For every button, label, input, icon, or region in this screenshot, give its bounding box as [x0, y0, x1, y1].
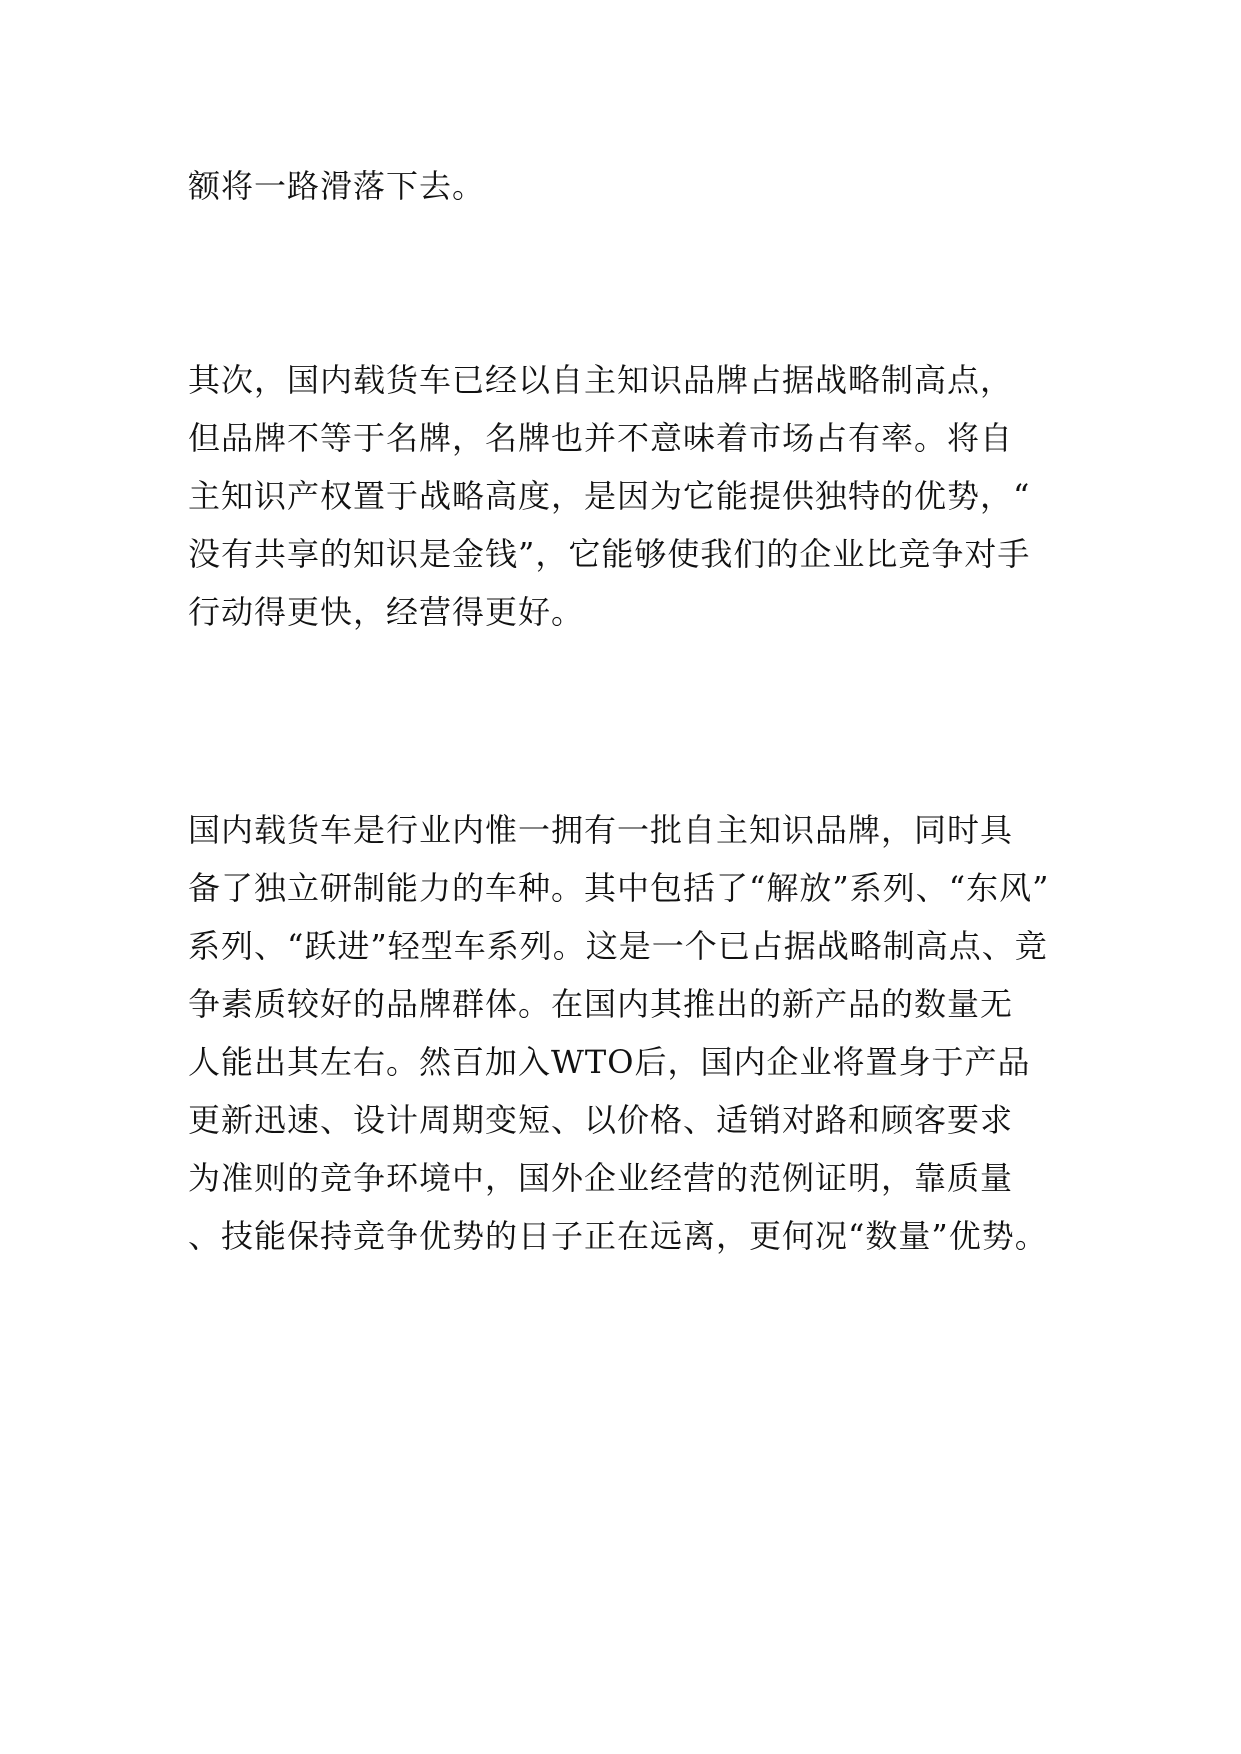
text-line: 系列、“跃进”轻型车系列。这是一个已占据战略制高点、竞: [188, 927, 1048, 965]
text-line: 没有共享的知识是金钱”，它能够使我们的企业比竞争对手: [188, 535, 1031, 573]
text-line: 、技能保持竞争优势的日子正在远离，更何况“数量”优势。: [188, 1217, 1048, 1255]
text-line: 额将一路滑落下去。: [188, 167, 486, 205]
text-line: 为准则的竞争环境中，国外企业经营的范例证明，靠质量: [188, 1159, 1014, 1197]
paragraph-3: [188, 801, 1088, 1265]
text-line: 其次，国内载货车已经以自主知识品牌占据战略制高点，: [188, 361, 1014, 399]
text-line: 行动得更快，经营得更好。: [188, 593, 585, 631]
text-line: 人能出其左右。然百加入WTO后，国内企业将置身于产品: [188, 1043, 1031, 1081]
text-line: 但品牌不等于名牌，名牌也并不意味着市场占有率。将自: [188, 419, 1014, 457]
text-line: 争素质较好的品牌群体。在国内其推出的新产品的数量无: [188, 985, 1014, 1023]
text-line: 国内载货车是行业内惟一拥有一批自主知识品牌，同时具: [188, 811, 1014, 849]
paragraph-1: [188, 157, 1088, 215]
paragraph-2: [188, 351, 1088, 641]
text-line: 备了独立研制能力的车种。其中包括了“解放”系列、“东风”: [188, 869, 1050, 907]
text-line: 主知识产权置于战略高度，是因为它能提供独特的优势，“: [188, 477, 1031, 515]
text-line: 更新迅速、设计周期变短、以价格、适销对路和顾客要求: [188, 1101, 1014, 1139]
